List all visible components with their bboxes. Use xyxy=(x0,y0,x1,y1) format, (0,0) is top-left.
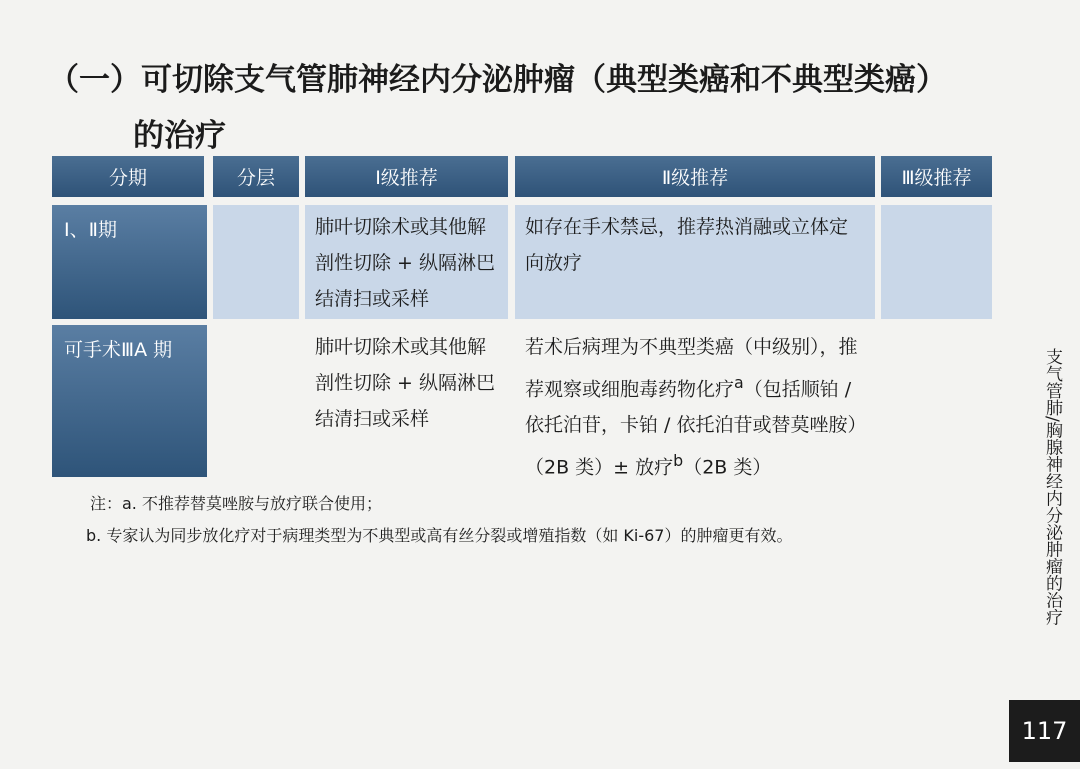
header-stage: 分期 xyxy=(52,156,204,197)
section-title xyxy=(48,52,1008,164)
row2-level2-text-2: （包括顺铂 / 依托泊苷，卡铂 / 依托泊苷或替莫唑胺）（2B 类）± 放疗 xyxy=(525,378,867,479)
footnotes xyxy=(86,488,990,552)
row1-stage: Ⅰ、Ⅱ期 xyxy=(52,205,207,319)
row1-level2: 如存在手术禁忌，推荐热消融或立体定向放疗 xyxy=(515,205,875,319)
title-line-1: （一）可切除支气管肺神经内分泌肿瘤（典型类癌和不典型类癌） xyxy=(48,62,947,98)
row2-layer xyxy=(213,325,299,477)
row2-stage: 可手术ⅢA 期 xyxy=(52,325,207,477)
footnote-marker-a: a xyxy=(734,373,744,392)
header-level2: Ⅱ级推荐 xyxy=(515,156,875,197)
row1-level3 xyxy=(881,205,992,319)
row1-level1: 肺叶切除术或其他解剖性切除 + 纵隔淋巴结清扫或采样 xyxy=(305,205,508,319)
header-level1: Ⅰ级推荐 xyxy=(305,156,508,197)
header-level3: Ⅲ级推荐 xyxy=(881,156,992,197)
row2-level2-text-3: （2B 类） xyxy=(683,456,772,479)
page-number: 117 xyxy=(1009,700,1080,762)
footnote-a: 注：a. 不推荐替莫唑胺与放疗联合使用； xyxy=(90,494,382,513)
header-layer: 分层 xyxy=(213,156,299,197)
row1-layer xyxy=(213,205,299,319)
row2-level2-text-1: 若术后病理为不典型类癌（中级别），推荐观察或细胞毒药物化疗 xyxy=(525,336,858,401)
chapter-side-label: 支气管肺/胸腺神经内分泌肿瘤的治疗 xyxy=(1042,348,1062,626)
footnote-b: b. 专家认为同步放化疗对于病理类型为不典型或高有丝分裂或增殖指数（如 Ki-67）的肿瘤更有效。 xyxy=(86,526,793,545)
row2-level3 xyxy=(881,325,992,477)
row2-level2 xyxy=(515,325,881,477)
row2-level1: 肺叶切除术或其他解剖性切除 + 纵隔淋巴结清扫或采样 xyxy=(315,336,495,430)
footnote-marker-b: b xyxy=(673,451,684,471)
title-line-2: 的治疗 xyxy=(133,118,226,154)
